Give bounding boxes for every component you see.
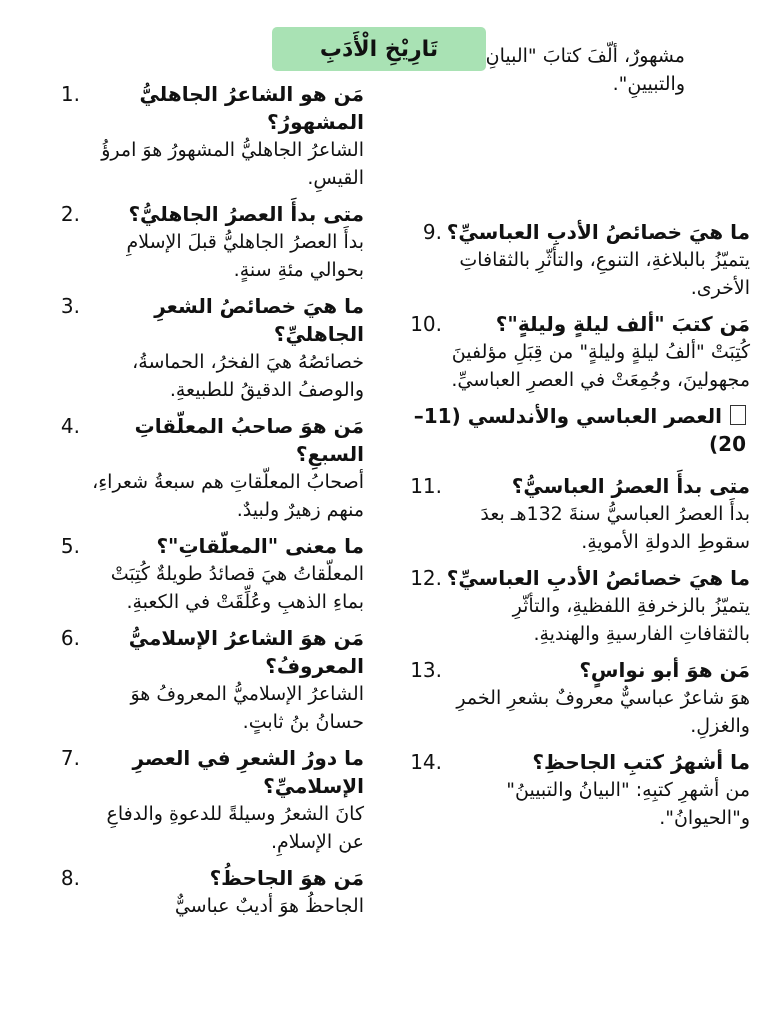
answer-text: المعلّقاتُ هيَ قصائدُ طويلةٌ كُتِبَتْ بماءِ الذهبِ وعُلِّقَتْ في الكعبةِ.	[110, 563, 364, 613]
question-text: ما أشهرُ كتبِ الجاحظِ؟	[532, 750, 750, 774]
bullet-icon	[730, 405, 746, 425]
question-item	[28, 744, 364, 856]
right-column	[28, 80, 364, 928]
question-item	[28, 80, 364, 192]
question-number: 6.	[60, 626, 80, 650]
answer-text: الشاعرُ الجاهليُّ المشهورُ هوَ امرؤُ القيسِ.	[101, 139, 364, 189]
question-number: 1.	[60, 82, 80, 106]
question-item	[28, 292, 364, 404]
section-heading-text: العصر العباسي والأندلسي (11–20)	[413, 404, 746, 456]
question-item	[390, 564, 750, 648]
question-text: ما دورُ الشعرِ في العصرِ الإسلاميِّ؟	[132, 746, 364, 798]
answer-text: من أشهرِ كتبِهِ: "البيانُ والتبيينُ" و"الحيوانُ".	[506, 779, 750, 829]
question-number: 12.	[410, 566, 442, 590]
question-text: ما هيَ خصائصُ الشعرِ الجاهليِّ؟	[154, 294, 364, 346]
question-number: 3.	[60, 294, 80, 318]
question-item	[390, 218, 750, 302]
answer-text: يتميّزُ بالبلاغةِ، التنوعِ، والتأثّرِ بالثقافاتِ الأخرى.	[459, 249, 750, 299]
question-number: 9.	[422, 220, 442, 244]
answer-text: هوَ شاعرٌ عباسيٌّ معروفٌ بشعرِ الخمرِ والغزلِ.	[456, 687, 750, 737]
page-title: تَارِيْخِ الْأَدَبِ	[272, 27, 486, 71]
question-text: ما هيَ خصائصُ الأدبِ العباسيِّ؟	[446, 220, 750, 244]
question-number: 7.	[60, 746, 80, 770]
question-number: 5.	[60, 534, 80, 558]
carryover-text: مشهورٌ، ألّفَ كتابَ "البيانِ والتبيينِ".	[485, 45, 685, 95]
question-number: 13.	[410, 658, 442, 682]
question-number: 10.	[410, 312, 442, 336]
question-number: 8.	[60, 866, 80, 890]
question-item	[390, 310, 750, 394]
question-item	[28, 200, 364, 284]
section-heading	[390, 402, 750, 458]
question-item	[28, 624, 364, 736]
question-text: مَن كتبَ "ألف ليلةٍ وليلةٍ"؟	[495, 312, 750, 336]
answer-text: الشاعرُ الإسلاميُّ المعروفُ هوَ حسانُ بنُ ثابتٍ.	[130, 683, 364, 733]
question-text: مَن هوَ أبو نواسٍ؟	[579, 658, 750, 682]
question-number: 14.	[410, 750, 442, 774]
answer-text: خصائصُهُ هيَ الفخرُ، الحماسةُ، والوصفُ الدقيقُ للطبيعةِ.	[132, 351, 364, 401]
question-item	[390, 472, 750, 556]
answer-text: أصحابُ المعلّقاتِ هم سبعةُ شعراءِ، منهم زهيرٌ ولبيدٌ.	[92, 471, 364, 521]
answer-text: يتميّزُ بالزخرفةِ اللفظيةِ، والتأثّرِ بالثقافاتِ الفارسيةِ والهنديةِ.	[512, 595, 750, 645]
answer-text: بدأَ العصرُ العباسيُّ سنةَ 132هـ بعدَ سقوطِ الدولةِ الأمويةِ.	[480, 503, 750, 553]
question-item	[28, 412, 364, 524]
question-number: 2.	[60, 202, 80, 226]
question-item	[390, 748, 750, 832]
left-column	[390, 218, 750, 840]
question-text: متى بدأَ العصرُ الجاهليُّ؟	[128, 202, 364, 226]
question-text: ما هيَ خصائصُ الأدبِ العباسيِّ؟	[446, 566, 750, 590]
answer-text: بدأَ العصرُ الجاهليُّ قبلَ الإسلامِ بحوالي مئةِ سنةٍ.	[126, 231, 364, 281]
question-number: 11.	[410, 474, 442, 498]
answer-text: الجاحظُ هوَ أديبٌ عباسيٌّ	[174, 895, 364, 917]
question-number: 4.	[60, 414, 80, 438]
question-text: مَن هوَ الشاعرُ الإسلاميُّ المعروفُ؟	[128, 626, 364, 678]
question-item	[28, 532, 364, 616]
question-text: مَن هو الشاعرُ الجاهليُّ المشهورُ؟	[139, 82, 364, 134]
question-item	[390, 656, 750, 740]
question-text: مَن هوَ الجاحظُ؟	[209, 866, 364, 890]
question-text: متى بدأَ العصرُ العباسيُّ؟	[511, 474, 750, 498]
answer-text: كانَ الشعرُ وسيلةً للدعوةِ والدفاعِ عن الإسلامِ.	[106, 803, 364, 853]
question-item	[28, 864, 364, 920]
question-text: مَن هوَ صاحبُ المعلّقاتِ السبعِ؟	[134, 414, 364, 466]
answer-text: كُتِبَتْ "ألفُ ليلةٍ وليلةٍ" من قِبَلِ مؤلفينَ مجهولينَ، وجُمِعَتْ في العصرِ العباسيِّ.	[451, 341, 750, 391]
question-text: ما معنى "المعلّقاتِ"؟	[156, 534, 364, 558]
